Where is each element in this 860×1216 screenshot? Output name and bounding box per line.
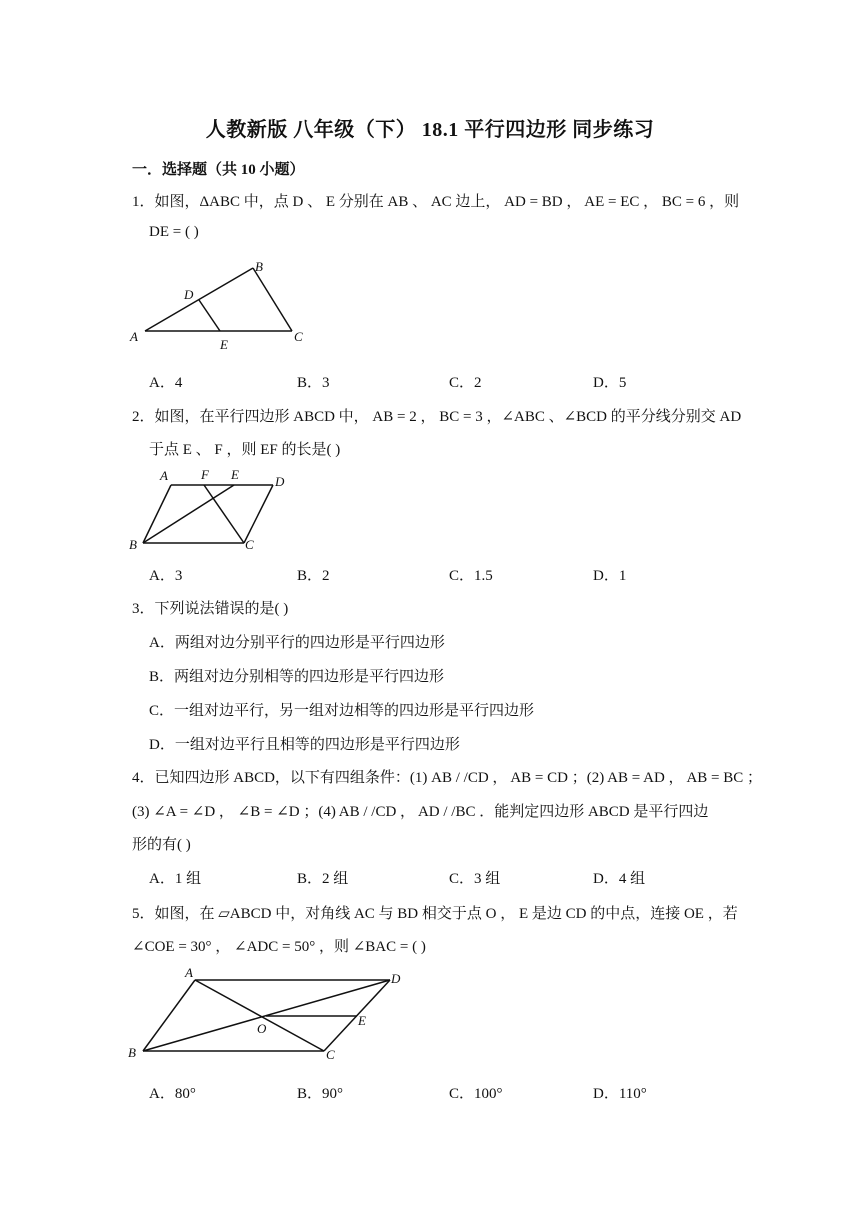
label-a: A: [130, 329, 138, 344]
q5-stem-line2: ∠COE = 30° ， ∠ADC = 50° ，则 ∠BAC = ( ): [132, 939, 426, 955]
q1-option-b[interactable]: B．3: [297, 375, 330, 391]
label-o: O: [257, 1021, 267, 1036]
label-c: C: [326, 1047, 335, 1062]
bisector-cf: [204, 485, 244, 543]
label-e: E: [220, 337, 228, 352]
q3-option-c[interactable]: C．一组对边平行，另一组对边相等的四边形是平行四边形: [149, 703, 535, 719]
q1-triangle-figure: [128, 255, 328, 355]
q1-stem-line2: DE = ( ): [149, 224, 199, 240]
q3-option-b[interactable]: B．两组对边分别相等的四边形是平行四边形: [149, 669, 445, 685]
q5-option-c[interactable]: C．100°: [449, 1086, 503, 1102]
label-e: E: [358, 1013, 366, 1028]
q2-option-d[interactable]: D．1: [593, 568, 627, 584]
section-heading: 一．选择题（共 10 小题）: [132, 162, 305, 178]
q3-option-a[interactable]: A．两组对边分别平行的四边形是平行四边形: [149, 635, 445, 651]
q3-stem: 3．下列说法错误的是( ): [132, 601, 289, 617]
q4-stem-line2: (3) ∠A = ∠D ， ∠B = ∠D ；(4) AB / /CD ， AD / /BC ．能判定四边形 ABCD 是平行四边: [132, 804, 709, 820]
label-d: D: [275, 474, 285, 489]
q2-option-b[interactable]: B．2: [297, 568, 330, 584]
segment-cd: [244, 485, 273, 543]
q5-parallelogram-figure: [128, 965, 418, 1065]
q5-stem-line1: 5．如图，在 ▱ABCD 中，对角线 AC 与 BD 相交于点 O ， E 是边 CD 的中点，连接 OE ，若: [132, 906, 738, 922]
q4-option-d[interactable]: D．4 组: [593, 871, 646, 887]
q5-option-d[interactable]: D．110°: [593, 1086, 647, 1102]
label-b: B: [255, 259, 263, 274]
q4-stem-line3: 形的有( ): [132, 837, 191, 853]
label-a: A: [185, 965, 193, 980]
q4-option-c[interactable]: C．3 组: [449, 871, 501, 887]
segment-ab: [145, 268, 253, 331]
q1-option-d[interactable]: D．5: [593, 375, 627, 391]
q5-option-b[interactable]: B．90°: [297, 1086, 344, 1102]
q5-option-a[interactable]: A．80°: [149, 1086, 196, 1102]
q1-option-a[interactable]: A．4: [149, 375, 183, 391]
q4-option-b[interactable]: B．2 组: [297, 871, 349, 887]
q1-option-c[interactable]: C．2: [449, 375, 482, 391]
segment-bc: [253, 268, 292, 331]
q2-option-a[interactable]: A．3: [149, 568, 183, 584]
label-c: C: [294, 329, 303, 344]
label-d: D: [184, 287, 194, 302]
q2-stem-line2: 于点 E 、 F ，则 EF 的长是( ): [149, 442, 341, 458]
label-a: A: [160, 468, 168, 483]
q2-option-c[interactable]: C．1.5: [449, 568, 493, 584]
label-c: C: [245, 537, 254, 552]
label-d: D: [391, 971, 401, 986]
label-b: B: [129, 537, 137, 552]
q4-stem-line1: 4．已知四边形 ABCD，以下有四组条件：(1) AB / /CD ， AB = CD ；(2) AB = AD ， AB = BC ；: [132, 770, 763, 786]
segment-de: [199, 300, 220, 331]
page-title: 人教新版 八年级（下） 18.1 平行四边形 同步练习: [205, 119, 655, 141]
q2-stem-line1: 2．如图，在平行四边形 ABCD 中， AB = 2 ， BC = 3 ，∠ABC 、∠BCD 的平分线分别交 AD: [132, 409, 742, 425]
label-e: E: [231, 467, 239, 482]
q2-parallelogram-figure: [128, 465, 298, 560]
segment-ab: [143, 980, 195, 1051]
label-f: F: [201, 467, 209, 482]
q1-stem-line1: 1．如图，ΔABC 中，点 D 、 E 分别在 AB 、 AC 边上， AD = BD ， AE = EC ， BC = 6 ，则: [132, 194, 740, 210]
q3-option-d[interactable]: D．一组对边平行且相等的四边形是平行四边形: [149, 737, 460, 753]
q4-option-a[interactable]: A．1 组: [149, 871, 202, 887]
label-b: B: [128, 1045, 136, 1060]
